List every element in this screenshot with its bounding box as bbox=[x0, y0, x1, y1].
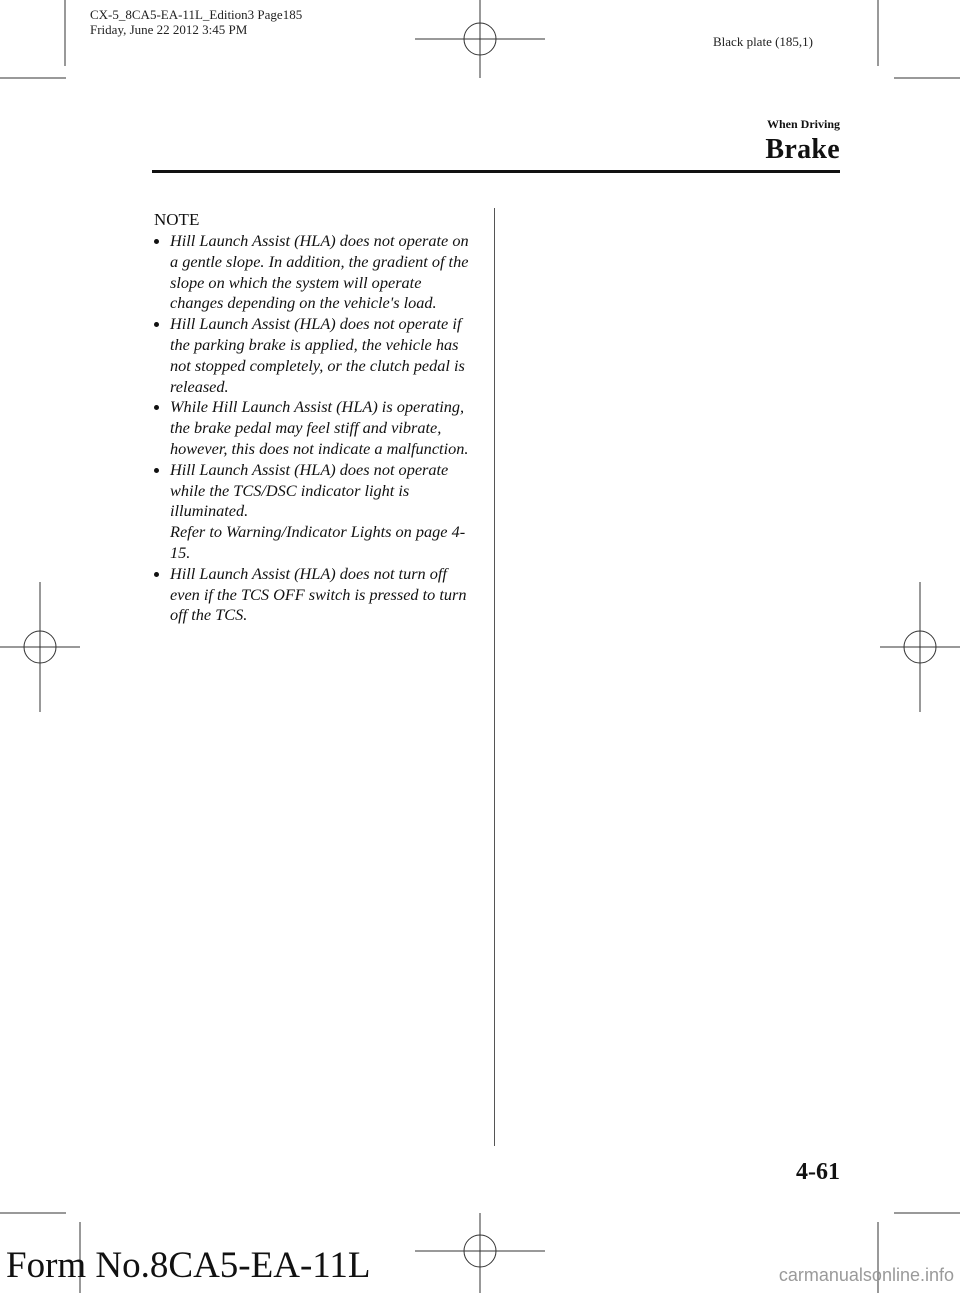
bullet-icon bbox=[154, 239, 159, 244]
note-item-text: Hill Launch Assist (HLA) does not turn off even if the TCS OFF switch is pressed to turn off the TCS. bbox=[170, 563, 467, 625]
note-item-text: While Hill Launch Assist (HLA) is operating, the brake pedal may feel stiff and vibrate, however, this does not indicate a malfunction. bbox=[170, 397, 469, 458]
section-title: Brake bbox=[765, 134, 840, 165]
note-item-reference: Refer to Warning/Indicator Lights on page 4-15. bbox=[170, 522, 466, 562]
print-file-line: CX-5_8CA5-EA-11L_Edition3 Page185 bbox=[90, 7, 303, 22]
note-heading: NOTE bbox=[154, 210, 200, 229]
note-item-4 bbox=[152, 460, 474, 564]
print-date-line: Friday, June 22 2012 3:45 PM bbox=[90, 22, 248, 37]
note-item-text: Hill Launch Assist (HLA) does not operate on a gentle slope. In addition, the gradient of the slope on which the system will operate changes depending on the vehicle's load. bbox=[170, 231, 469, 313]
form-number: Form No.8CA5-EA-11L bbox=[6, 1245, 371, 1286]
registration-target-right-icon bbox=[880, 582, 960, 712]
bullet-icon bbox=[154, 468, 159, 473]
watermark: carmanualsonline.info bbox=[778, 1265, 954, 1285]
note-item-5 bbox=[152, 564, 474, 626]
bullet-icon bbox=[154, 322, 159, 327]
note-item-text: Hill Launch Assist (HLA) does not operate if the parking brake is applied, the vehicle has not stopped completely, or the clutch pedal is released. bbox=[170, 314, 465, 396]
note-block bbox=[152, 210, 474, 626]
black-plate-label: Black plate (185,1) bbox=[713, 34, 813, 49]
note-item-3 bbox=[152, 397, 474, 459]
registration-target-left-icon bbox=[0, 582, 80, 712]
column-divider bbox=[494, 208, 495, 1146]
note-item-text: Hill Launch Assist (HLA) does not operate while the TCS/DSC indicator light is illuminated. bbox=[170, 459, 449, 521]
registration-target-top-icon bbox=[415, 0, 545, 80]
page-number: 4-61 bbox=[796, 1159, 840, 1185]
note-item-2 bbox=[152, 314, 474, 397]
note-list bbox=[152, 231, 474, 626]
header-rule bbox=[152, 170, 840, 173]
note-item-1 bbox=[152, 231, 474, 314]
bullet-icon bbox=[154, 405, 159, 410]
section-label: When Driving bbox=[766, 117, 840, 131]
bullet-icon bbox=[154, 572, 159, 577]
registration-target-bottom-icon bbox=[415, 1213, 545, 1293]
